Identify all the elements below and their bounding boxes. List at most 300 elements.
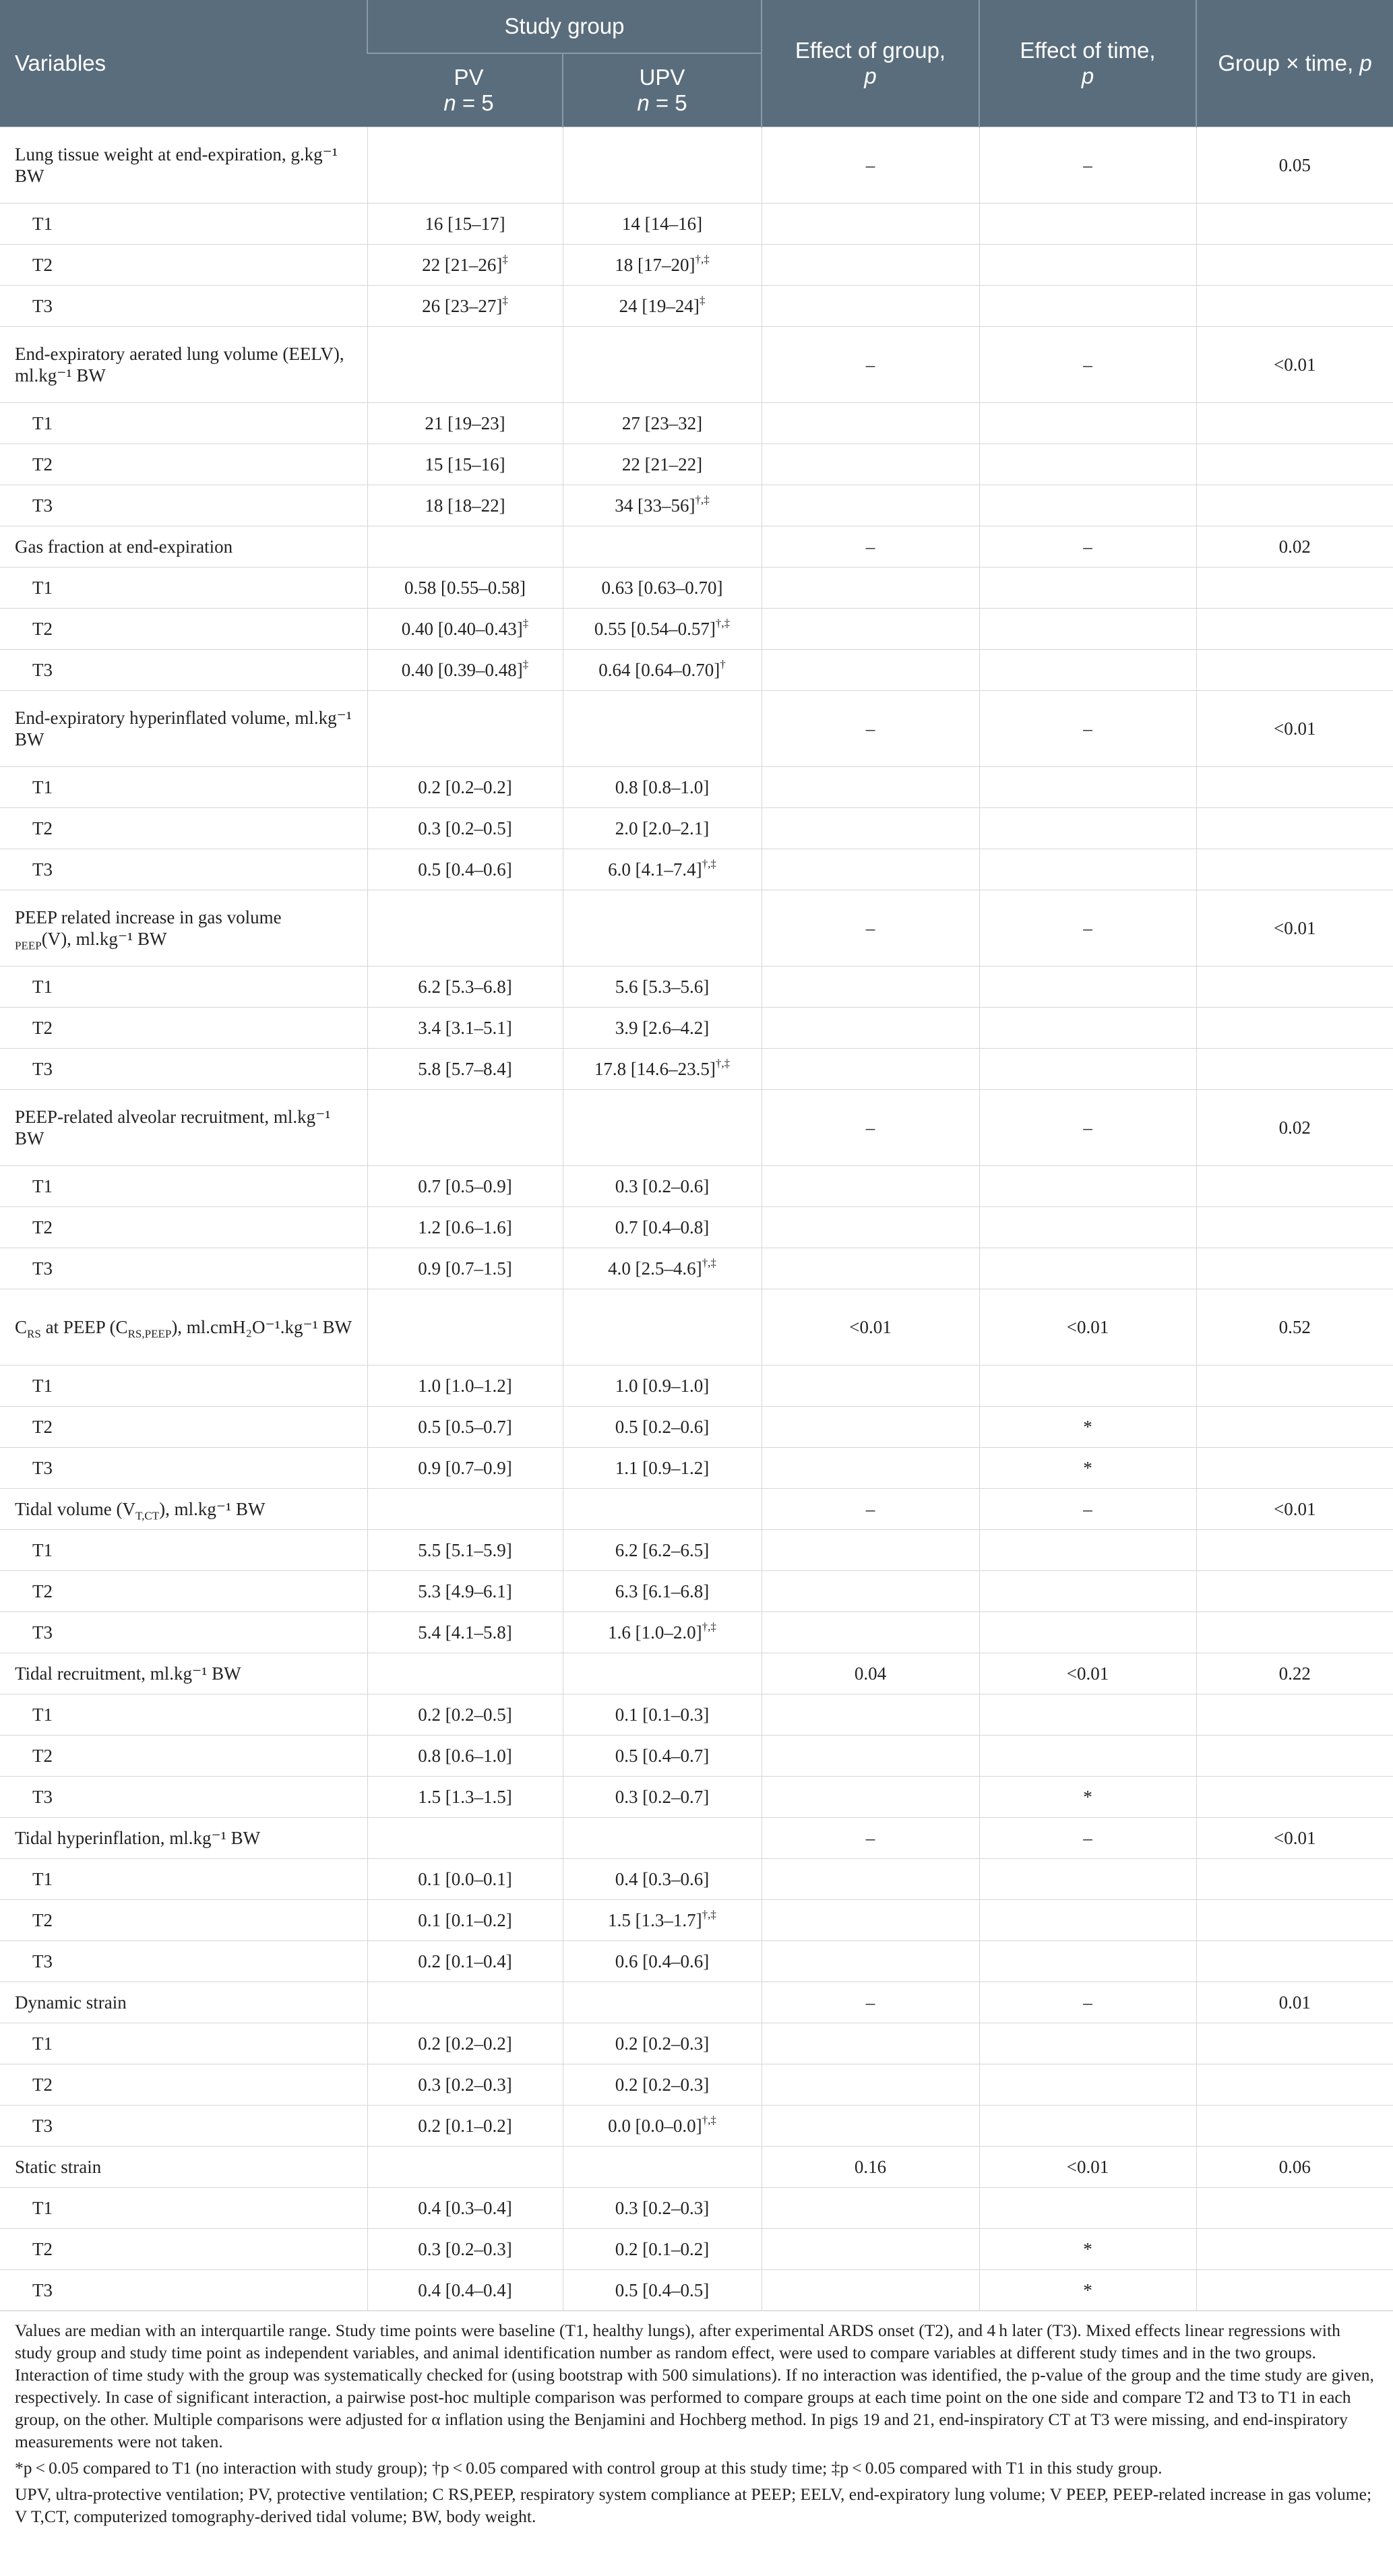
table-row-timepoint: [0, 967, 1393, 1008]
value-upv: [563, 327, 762, 403]
p-effect-time: –: [979, 1489, 1196, 1530]
value-upv: [563, 1090, 762, 1166]
timepoint-label: T2: [0, 444, 367, 485]
value-upv: [563, 1289, 762, 1366]
table-row-timepoint: [0, 1694, 1393, 1736]
p-group-x-time: [1196, 1859, 1393, 1900]
p-effect-time: *: [979, 2270, 1196, 2311]
p-group-x-time: [1196, 1207, 1393, 1248]
value-upv: 0.5 [0.2–0.6]: [563, 1407, 762, 1448]
p-effect-time: [979, 808, 1196, 849]
significance-marker: ‡: [522, 658, 529, 671]
value-pv: 1.0 [1.0–1.2]: [367, 1366, 563, 1407]
p-group-x-time: <0.01: [1196, 691, 1393, 767]
timepoint-label: T2: [0, 1736, 367, 1777]
value-pv: [367, 691, 563, 767]
significance-marker: †,‡: [695, 253, 710, 266]
p-effect-time: <0.01: [979, 1289, 1196, 1366]
timepoint-label: T2: [0, 2064, 367, 2106]
value-pv: 0.9 [0.7–1.5]: [367, 1248, 563, 1289]
p-effect-time: [979, 849, 1196, 890]
value-pv: 0.58 [0.55–0.58]: [367, 568, 563, 609]
table-row-variable: [0, 127, 1393, 204]
value-pv: [367, 1982, 563, 2023]
p-effect-time: [979, 767, 1196, 808]
significance-marker: †,‡: [702, 1908, 716, 1921]
p-group-x-time: [1196, 1777, 1393, 1818]
table-row-variable: [0, 1818, 1393, 1859]
p-effect-group: [762, 2188, 979, 2229]
p-effect-time: [979, 1859, 1196, 1900]
value-upv: [563, 1489, 762, 1530]
p-effect-group: –: [762, 327, 979, 403]
timepoint-label: T1: [0, 204, 367, 245]
p-effect-time: [979, 2188, 1196, 2229]
variable-label: Tidal recruitment, ml.kg⁻¹ BW: [0, 1653, 367, 1694]
p-group-x-time: [1196, 1736, 1393, 1777]
table-row-timepoint: [0, 1736, 1393, 1777]
value-pv: 3.4 [3.1–5.1]: [367, 1008, 563, 1049]
table-header: [0, 0, 1393, 127]
value-upv: 5.6 [5.3–5.6]: [563, 967, 762, 1008]
significance-marker: †,‡: [702, 857, 716, 870]
table-row-timepoint: [0, 2023, 1393, 2064]
p-effect-time: [979, 650, 1196, 691]
table-row-timepoint: [0, 1366, 1393, 1407]
p-effect-time: [979, 444, 1196, 485]
p-effect-group: [762, 2064, 979, 2106]
p-effect-time: –: [979, 1818, 1196, 1859]
table-row-timepoint: [0, 1008, 1393, 1049]
value-pv: 0.40 [0.39–0.48]‡: [367, 650, 563, 691]
value-pv: 26 [23–27]‡: [367, 286, 563, 327]
p-effect-group: [762, 444, 979, 485]
value-pv: 5.8 [5.7–8.4]: [367, 1049, 563, 1090]
timepoint-label: T3: [0, 1248, 367, 1289]
p-effect-group: <0.01: [762, 1289, 979, 1366]
table-row-variable: [0, 327, 1393, 403]
p-effect-group: [762, 1207, 979, 1248]
p-effect-group: [762, 1448, 979, 1489]
value-upv: 4.0 [2.5–4.6]†,‡: [563, 1248, 762, 1289]
p-group-x-time: [1196, 245, 1393, 286]
table-row-timepoint: [0, 1166, 1393, 1207]
value-upv: 0.6 [0.4–0.6]: [563, 1941, 762, 1982]
value-upv: 0.3 [0.2–0.3]: [563, 2188, 762, 2229]
p-effect-time: [979, 1207, 1196, 1248]
p-group-x-time: [1196, 1612, 1393, 1653]
timepoint-label: T2: [0, 2229, 367, 2270]
table-row-timepoint: [0, 403, 1393, 444]
p-effect-group: –: [762, 1489, 979, 1530]
table-row-timepoint: [0, 1049, 1393, 1090]
variable-label: Gas fraction at end-expiration: [0, 526, 367, 568]
p-group-x-time: [1196, 1448, 1393, 1489]
value-pv: 0.3 [0.2–0.3]: [367, 2064, 563, 2106]
p-group-x-time: <0.01: [1196, 1818, 1393, 1859]
p-group-x-time: [1196, 650, 1393, 691]
value-pv: 1.2 [0.6–1.6]: [367, 1207, 563, 1248]
value-pv: [367, 2147, 563, 2188]
timepoint-label: T3: [0, 1448, 367, 1489]
value-upv: 2.0 [2.0–2.1]: [563, 808, 762, 849]
p-effect-group: [762, 1900, 979, 1941]
p-effect-group: [762, 1612, 979, 1653]
value-pv: 0.2 [0.2–0.2]: [367, 767, 563, 808]
header-study-group: Study group: [367, 0, 762, 53]
p-group-x-time: [1196, 2188, 1393, 2229]
table-row-timepoint: [0, 245, 1393, 286]
value-upv: [563, 890, 762, 967]
p-effect-group: [762, 1407, 979, 1448]
p-group-x-time: [1196, 1008, 1393, 1049]
timepoint-label: T2: [0, 808, 367, 849]
p-effect-group: [762, 650, 979, 691]
value-upv: 0.2 [0.2–0.3]: [563, 2023, 762, 2064]
p-effect-group: [762, 2229, 979, 2270]
value-upv: 1.1 [0.9–1.2]: [563, 1448, 762, 1489]
value-pv: 0.3 [0.2–0.3]: [367, 2229, 563, 2270]
value-pv: 0.2 [0.1–0.2]: [367, 2106, 563, 2147]
p-effect-time: [979, 1366, 1196, 1407]
significance-marker: †,‡: [702, 2114, 716, 2126]
table-row-variable: [0, 1982, 1393, 2023]
significance-marker: †,‡: [702, 1620, 716, 1633]
p-effect-group: [762, 204, 979, 245]
p-effect-time: [979, 1248, 1196, 1289]
table-row-timepoint: [0, 2106, 1393, 2147]
value-pv: 0.4 [0.4–0.4]: [367, 2270, 563, 2311]
value-pv: 21 [19–23]: [367, 403, 563, 444]
timepoint-label: T1: [0, 1530, 367, 1571]
timepoint-label: T2: [0, 1900, 367, 1941]
p-effect-time: –: [979, 691, 1196, 767]
p-effect-group: [762, 485, 979, 526]
timepoint-label: T3: [0, 1612, 367, 1653]
footnote-methods: Values are median with an interquartile range. Study time points were baseline (T1, healthy lungs), after experimental ARDS onset (T2), and 4 h later (T3). Mixed effects linear regressions with study group and study time point as independent variables, and animal identification number as random effect, were used to compare variables at different study times and in the two groups. Interaction of time study with the group was systematically checked for (using bootstrap with 500 simulations). If no interaction was identified, the p-value of the group and the time study are given, respectively. In case of significant interaction, a pairwise post-hoc multiple comparison was performed to compare groups at each time point on the one side and compare T2 and T3 to T1 in each group, on the other. Multiple comparisons were adjusted for α inflation using the Benjamini and Hochberg method. In pigs 19 and 21, end-inspiratory CT at T3 were missing, and end-inspiratory measurements were not taken.: [15, 2321, 1374, 2451]
significance-marker: †,‡: [715, 1057, 731, 1070]
value-pv: 0.7 [0.5–0.9]: [367, 1166, 563, 1207]
p-effect-time: [979, 485, 1196, 526]
value-pv: 5.4 [4.1–5.8]: [367, 1612, 563, 1653]
p-group-x-time: [1196, 2023, 1393, 2064]
p-effect-time: [979, 1736, 1196, 1777]
timepoint-label: T3: [0, 485, 367, 526]
timepoint-label: T2: [0, 1407, 367, 1448]
value-upv: [563, 1653, 762, 1694]
p-effect-group: –: [762, 127, 979, 204]
value-pv: 0.2 [0.2–0.5]: [367, 1694, 563, 1736]
value-upv: 0.5 [0.4–0.7]: [563, 1736, 762, 1777]
variable-label: End-expiratory aerated lung volume (EELV), ml.kg⁻¹ BW: [0, 327, 367, 403]
p-effect-time: [979, 1900, 1196, 1941]
value-pv: [367, 1090, 563, 1166]
p-group-x-time: <0.01: [1196, 890, 1393, 967]
p-group-x-time: [1196, 1530, 1393, 1571]
p-effect-group: [762, 1008, 979, 1049]
table-row-timepoint: [0, 204, 1393, 245]
table-row-variable: [0, 526, 1393, 568]
timepoint-label: T3: [0, 2106, 367, 2147]
value-pv: [367, 526, 563, 568]
table-row-variable: [0, 1653, 1393, 1694]
header-group-x-time: Group × time, p: [1196, 0, 1393, 127]
value-pv: 0.1 [0.0–0.1]: [367, 1859, 563, 1900]
table-row-variable: [0, 1090, 1393, 1166]
p-group-x-time: [1196, 1941, 1393, 1982]
variable-label: PEEP related increase in gas volume $_{PEEP}$(V), ml.kg⁻¹ BW: [0, 890, 367, 967]
p-effect-time: [979, 1530, 1196, 1571]
value-upv: 27 [23–32]: [563, 403, 762, 444]
table-row-timepoint: [0, 808, 1393, 849]
value-upv: [563, 691, 762, 767]
footnote-significance: *p < 0.05 compared to T1 (no interaction with study group); †p < 0.05 compared with control group at this study time; ‡p < 0.05 compared with T1 in this study group.: [15, 2458, 1163, 2478]
p-effect-time: [979, 609, 1196, 650]
p-group-x-time: 0.22: [1196, 1653, 1393, 1694]
p-effect-group: [762, 808, 979, 849]
p-effect-time: –: [979, 1090, 1196, 1166]
value-upv: 0.1 [0.1–0.3]: [563, 1694, 762, 1736]
p-effect-group: 0.16: [762, 2147, 979, 2188]
table-row-variable: [0, 2147, 1393, 2188]
table-row-timepoint: [0, 1448, 1393, 1489]
p-group-x-time: [1196, 1694, 1393, 1736]
value-pv: 6.2 [5.3–6.8]: [367, 967, 563, 1008]
value-upv: 18 [17–20]†,‡: [563, 245, 762, 286]
timepoint-label: T1: [0, 2188, 367, 2229]
timepoint-label: T1: [0, 1859, 367, 1900]
p-effect-time: [979, 1941, 1196, 1982]
value-upv: 0.63 [0.63–0.70]: [563, 568, 762, 609]
p-group-x-time: 0.52: [1196, 1289, 1393, 1366]
timepoint-label: T1: [0, 1366, 367, 1407]
p-group-x-time: <0.01: [1196, 1489, 1393, 1530]
footnote-abbreviations: UPV, ultra-protective ventilation; PV, protective ventilation; C RS,PEEP, respiratory system compliance at PEEP; EELV, end-expiratory lung volume; V PEEP, PEEP-related increase in gas volume; V T,CT, computerized tomography-derived tidal volume; BW, body weight.: [15, 2484, 1372, 2526]
p-group-x-time: [1196, 1407, 1393, 1448]
p-effect-group: [762, 1736, 979, 1777]
p-group-x-time: [1196, 1366, 1393, 1407]
value-upv: 1.0 [0.9–1.0]: [563, 1366, 762, 1407]
table-row-timepoint: [0, 767, 1393, 808]
significance-marker: ‡: [699, 294, 706, 307]
p-group-x-time: [1196, 808, 1393, 849]
value-upv: 0.4 [0.3–0.6]: [563, 1859, 762, 1900]
p-group-x-time: [1196, 2229, 1393, 2270]
header-effect-group: Effect of group, p: [762, 0, 979, 127]
p-effect-group: [762, 1248, 979, 1289]
p-effect-time: –: [979, 526, 1196, 568]
header-pv: PV n = 5: [367, 53, 563, 127]
value-upv: [563, 1982, 762, 2023]
p-effect-group: [762, 1166, 979, 1207]
p-effect-time: [979, 403, 1196, 444]
p-effect-group: [762, 1777, 979, 1818]
p-group-x-time: [1196, 444, 1393, 485]
value-upv: [563, 526, 762, 568]
p-group-x-time: [1196, 485, 1393, 526]
value-pv: [367, 890, 563, 967]
table-row-timepoint: [0, 2064, 1393, 2106]
p-effect-time: [979, 1008, 1196, 1049]
p-effect-group: [762, 568, 979, 609]
p-group-x-time: 0.01: [1196, 1982, 1393, 2023]
value-pv: [367, 1653, 563, 1694]
value-upv: 6.3 [6.1–6.8]: [563, 1571, 762, 1612]
value-pv: 0.2 [0.2–0.2]: [367, 2023, 563, 2064]
value-upv: 0.5 [0.4–0.5]: [563, 2270, 762, 2311]
timepoint-label: T1: [0, 1694, 367, 1736]
table-footnotes: [0, 2311, 1393, 2527]
p-effect-group: [762, 403, 979, 444]
table-row-timepoint: [0, 849, 1393, 890]
p-effect-group: [762, 1049, 979, 1090]
table-row-timepoint: [0, 568, 1393, 609]
timepoint-label: T1: [0, 1166, 367, 1207]
p-group-x-time: [1196, 204, 1393, 245]
p-effect-group: [762, 1366, 979, 1407]
value-pv: [367, 1489, 563, 1530]
p-effect-time: [979, 204, 1196, 245]
variable-label: $C_{RS}$ at PEEP $(C_{RS,PEEP})$, ml.cmH₂O⁻¹.kg⁻¹ BW: [0, 1289, 367, 1366]
value-upv: 0.55 [0.54–0.57]†,‡: [563, 609, 762, 650]
value-upv: 1.5 [1.3–1.7]†,‡: [563, 1900, 762, 1941]
table-row-variable: [0, 1289, 1393, 1366]
p-group-x-time: 0.02: [1196, 526, 1393, 568]
table-body: [0, 127, 1393, 2311]
table-row-timepoint: [0, 609, 1393, 650]
timepoint-label: T1: [0, 568, 367, 609]
table-row-timepoint: [0, 1571, 1393, 1612]
p-effect-time: *: [979, 1777, 1196, 1818]
value-upv: 0.3 [0.2–0.6]: [563, 1166, 762, 1207]
p-effect-time: –: [979, 1982, 1196, 2023]
p-effect-group: [762, 1694, 979, 1736]
header-variables: Variables: [0, 0, 367, 127]
value-upv: [563, 1818, 762, 1859]
p-effect-time: [979, 1612, 1196, 1653]
table-row-timepoint: [0, 444, 1393, 485]
value-upv: 22 [21–22]: [563, 444, 762, 485]
value-upv: 34 [33–56]†,‡: [563, 485, 762, 526]
value-pv: 0.5 [0.5–0.7]: [367, 1407, 563, 1448]
significance-marker: ‡: [502, 294, 508, 307]
value-upv: 17.8 [14.6–23.5]†,‡: [563, 1049, 762, 1090]
value-upv: 14 [14–16]: [563, 204, 762, 245]
value-pv: 5.3 [4.9–6.1]: [367, 1571, 563, 1612]
timepoint-label: T3: [0, 2270, 367, 2311]
header-upv: UPV n = 5: [563, 53, 762, 127]
p-effect-time: [979, 2064, 1196, 2106]
p-effect-group: –: [762, 691, 979, 767]
p-effect-group: [762, 1530, 979, 1571]
p-effect-time: [979, 1166, 1196, 1207]
p-effect-time: [979, 245, 1196, 286]
variable-label: Dynamic strain: [0, 1982, 367, 2023]
value-upv: 6.0 [4.1–7.4]†,‡: [563, 849, 762, 890]
p-group-x-time: [1196, 609, 1393, 650]
variable-label: End-expiratory hyperinflated volume, ml.kg⁻¹ BW: [0, 691, 367, 767]
significance-marker: ‡: [502, 253, 508, 266]
table-row-timepoint: [0, 1530, 1393, 1571]
p-effect-time: [979, 1049, 1196, 1090]
value-pv: 5.5 [5.1–5.9]: [367, 1530, 563, 1571]
table-row-timepoint: [0, 650, 1393, 691]
table-row-timepoint: [0, 1777, 1393, 1818]
variable-label: Tidal volume $(V_{T,CT})$, ml.kg⁻¹ BW: [0, 1489, 367, 1530]
table-row-timepoint: [0, 1859, 1393, 1900]
p-effect-group: –: [762, 526, 979, 568]
value-pv: 0.8 [0.6–1.0]: [367, 1736, 563, 1777]
p-group-x-time: [1196, 2064, 1393, 2106]
p-group-x-time: [1196, 1049, 1393, 1090]
value-upv: 6.2 [6.2–6.5]: [563, 1530, 762, 1571]
value-upv: 0.2 [0.2–0.3]: [563, 2064, 762, 2106]
timepoint-label: T2: [0, 609, 367, 650]
timepoint-label: T3: [0, 286, 367, 327]
p-effect-time: <0.01: [979, 1653, 1196, 1694]
variable-label: Static strain: [0, 2147, 367, 2188]
table-row-timepoint: [0, 485, 1393, 526]
value-pv: 0.4 [0.3–0.4]: [367, 2188, 563, 2229]
p-effect-group: [762, 967, 979, 1008]
timepoint-label: T1: [0, 967, 367, 1008]
significance-marker: †: [720, 658, 726, 671]
variable-label: Lung tissue weight at end-expiration, g.kg⁻¹ BW: [0, 127, 367, 204]
significance-marker: †,‡: [702, 1256, 716, 1269]
timepoint-label: T2: [0, 1207, 367, 1248]
p-effect-group: [762, 245, 979, 286]
p-effect-group: [762, 2106, 979, 2147]
significance-marker: ‡: [522, 617, 529, 630]
value-upv: [563, 127, 762, 204]
value-upv: 0.7 [0.4–0.8]: [563, 1207, 762, 1248]
p-group-x-time: [1196, 1248, 1393, 1289]
p-effect-group: –: [762, 890, 979, 967]
p-effect-time: *: [979, 1407, 1196, 1448]
p-group-x-time: 0.05: [1196, 127, 1393, 204]
timepoint-label: T3: [0, 1049, 367, 1090]
p-effect-group: [762, 2023, 979, 2064]
p-effect-group: [762, 849, 979, 890]
table-row-timepoint: [0, 286, 1393, 327]
p-effect-group: 0.04: [762, 1653, 979, 1694]
table-row-variable: [0, 1489, 1393, 1530]
p-group-x-time: [1196, 967, 1393, 1008]
p-effect-time: *: [979, 2229, 1196, 2270]
timepoint-label: T3: [0, 849, 367, 890]
timepoint-label: T1: [0, 2023, 367, 2064]
timepoint-label: T2: [0, 1571, 367, 1612]
value-pv: [367, 1818, 563, 1859]
timepoint-label: T3: [0, 650, 367, 691]
p-effect-group: [762, 286, 979, 327]
table-row-timepoint: [0, 2270, 1393, 2311]
variable-label: Tidal hyperinflation, ml.kg⁻¹ BW: [0, 1818, 367, 1859]
p-effect-time: [979, 2023, 1196, 2064]
timepoint-label: T1: [0, 767, 367, 808]
p-group-x-time: [1196, 286, 1393, 327]
p-effect-time: [979, 1694, 1196, 1736]
value-pv: 0.3 [0.2–0.5]: [367, 808, 563, 849]
table-row-timepoint: [0, 2188, 1393, 2229]
value-upv: 1.6 [1.0–2.0]†,‡: [563, 1612, 762, 1653]
p-effect-time: [979, 1571, 1196, 1612]
timepoint-label: T2: [0, 245, 367, 286]
p-effect-time: –: [979, 127, 1196, 204]
p-effect-group: –: [762, 1982, 979, 2023]
table-row-timepoint: [0, 1407, 1393, 1448]
value-pv: 16 [15–17]: [367, 204, 563, 245]
